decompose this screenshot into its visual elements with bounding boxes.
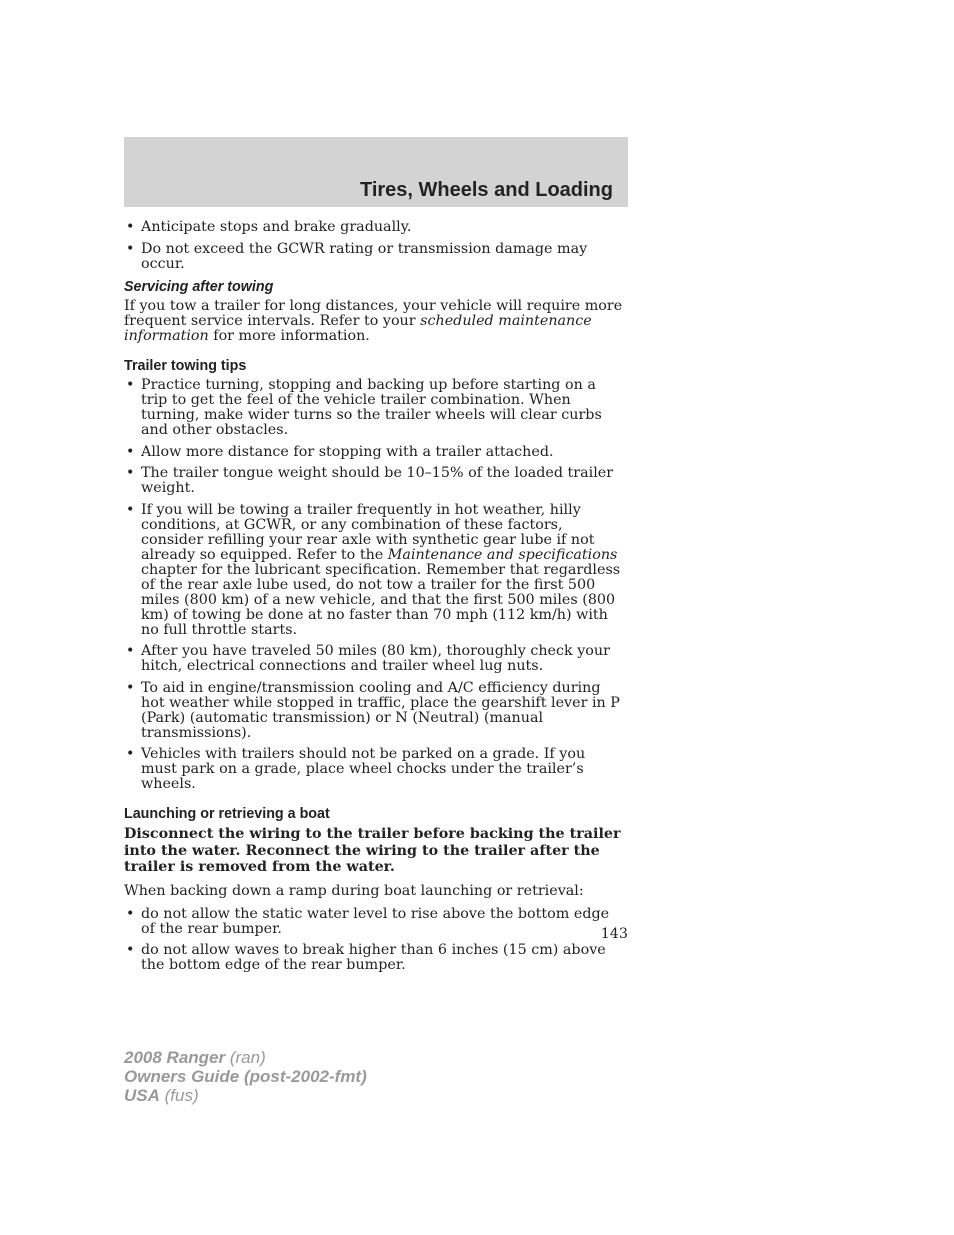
list-item: • After you have traveled 50 miles (80 km), thoroughly check your hitch, electrical connections and trailer wheel lug nuts. <box>124 644 624 674</box>
footer-market-code: (fus) <box>159 1086 199 1105</box>
section-heading-servicing: Servicing after towing <box>124 279 274 295</box>
page-title: Tires, Wheels and Loading <box>359 179 613 201</box>
document-footer <box>124 1048 367 1105</box>
servicing-text-end: for more information. <box>208 328 370 344</box>
section-heading-tips: Trailer towing tips <box>124 358 247 374</box>
tip-text: If you will be towing a trailer frequently in hot weather, hilly conditions, at GCWR, or any combination of these factors, consider refilling your rear axle with synthetic gear lube if not already so equipped. Refer to the <box>141 501 595 563</box>
footer-model: 2008 Ranger <box>124 1048 226 1067</box>
servicing-paragraph <box>124 299 624 344</box>
page-number: 143 <box>600 926 628 942</box>
list-item: • do not allow the static water level to rise above the bottom edge of the rear bumper. <box>124 907 624 937</box>
footer-market: USA <box>124 1086 160 1105</box>
list-item: • The trailer tongue weight should be 10–15% of the loaded trailer weight. <box>124 466 624 496</box>
tip-text-end: chapter for the lubricant specification. Remember that regardless of the rear axle lube used, do not tow a trailer for the first 500 miles (800 km) of a new vehicle, and that the first 500 miles (800 km) of towing be done at no faster than 70 mph (112 km/h) with no full throttle starts. <box>141 561 621 638</box>
servicing-text: If you tow a trailer for long distances, your vehicle will require more frequent service intervals. Refer to your <box>124 298 623 329</box>
list-item: • Anticipate stops and brake gradually. <box>124 220 624 235</box>
footer-model-code: (ran) <box>225 1048 266 1067</box>
list-item <box>124 503 624 638</box>
tips-bullet-list <box>124 378 624 792</box>
list-item: • Practice turning, stopping and backing up before starting on a trip to get the feel of the vehicle trailer combination. When turning, make wider turns so the trailer wheels will clear curbs and other obstacles. <box>124 378 624 438</box>
footer-line-1 <box>124 1048 367 1067</box>
list-item: • do not allow waves to break higher than 6 inches (15 cm) above the bottom edge of the rear bumper. <box>124 943 624 973</box>
servicing-link-text: scheduled maintenance information <box>124 313 592 344</box>
footer-line-3 <box>124 1086 367 1105</box>
tip-italic-text: Maintenance and specifications <box>387 546 618 563</box>
header-band <box>124 137 628 207</box>
page-content <box>124 220 624 980</box>
boat-bullet-list <box>124 907 624 974</box>
footer-line-2: Owners Guide (post-2002-fmt) <box>124 1067 367 1086</box>
section-heading-boat: Launching or retrieving a boat <box>124 806 330 822</box>
intro-bullet-list <box>124 220 624 272</box>
list-item: • Vehicles with trailers should not be parked on a grade. If you must park on a grade, place wheel chocks under the trailer’s wheels. <box>124 747 624 792</box>
list-item: • To aid in engine/transmission cooling and A/C efficiency during hot weather while stopped in traffic, place the gearshift lever in P (Park) (automatic transmission) or N (Neutral) (manual transmissions). <box>124 681 624 741</box>
list-item: • Do not exceed the GCWR rating or transmission damage may occur. <box>124 242 624 272</box>
list-item: • Allow more distance for stopping with a trailer attached. <box>124 445 624 460</box>
warning-text: Disconnect the wiring to the trailer before backing the trailer into the water. Reconnect the wiring to the trailer after the trailer is removed from the water. <box>124 826 621 875</box>
boat-intro: When backing down a ramp during boat launching or retrieval: <box>124 882 584 899</box>
